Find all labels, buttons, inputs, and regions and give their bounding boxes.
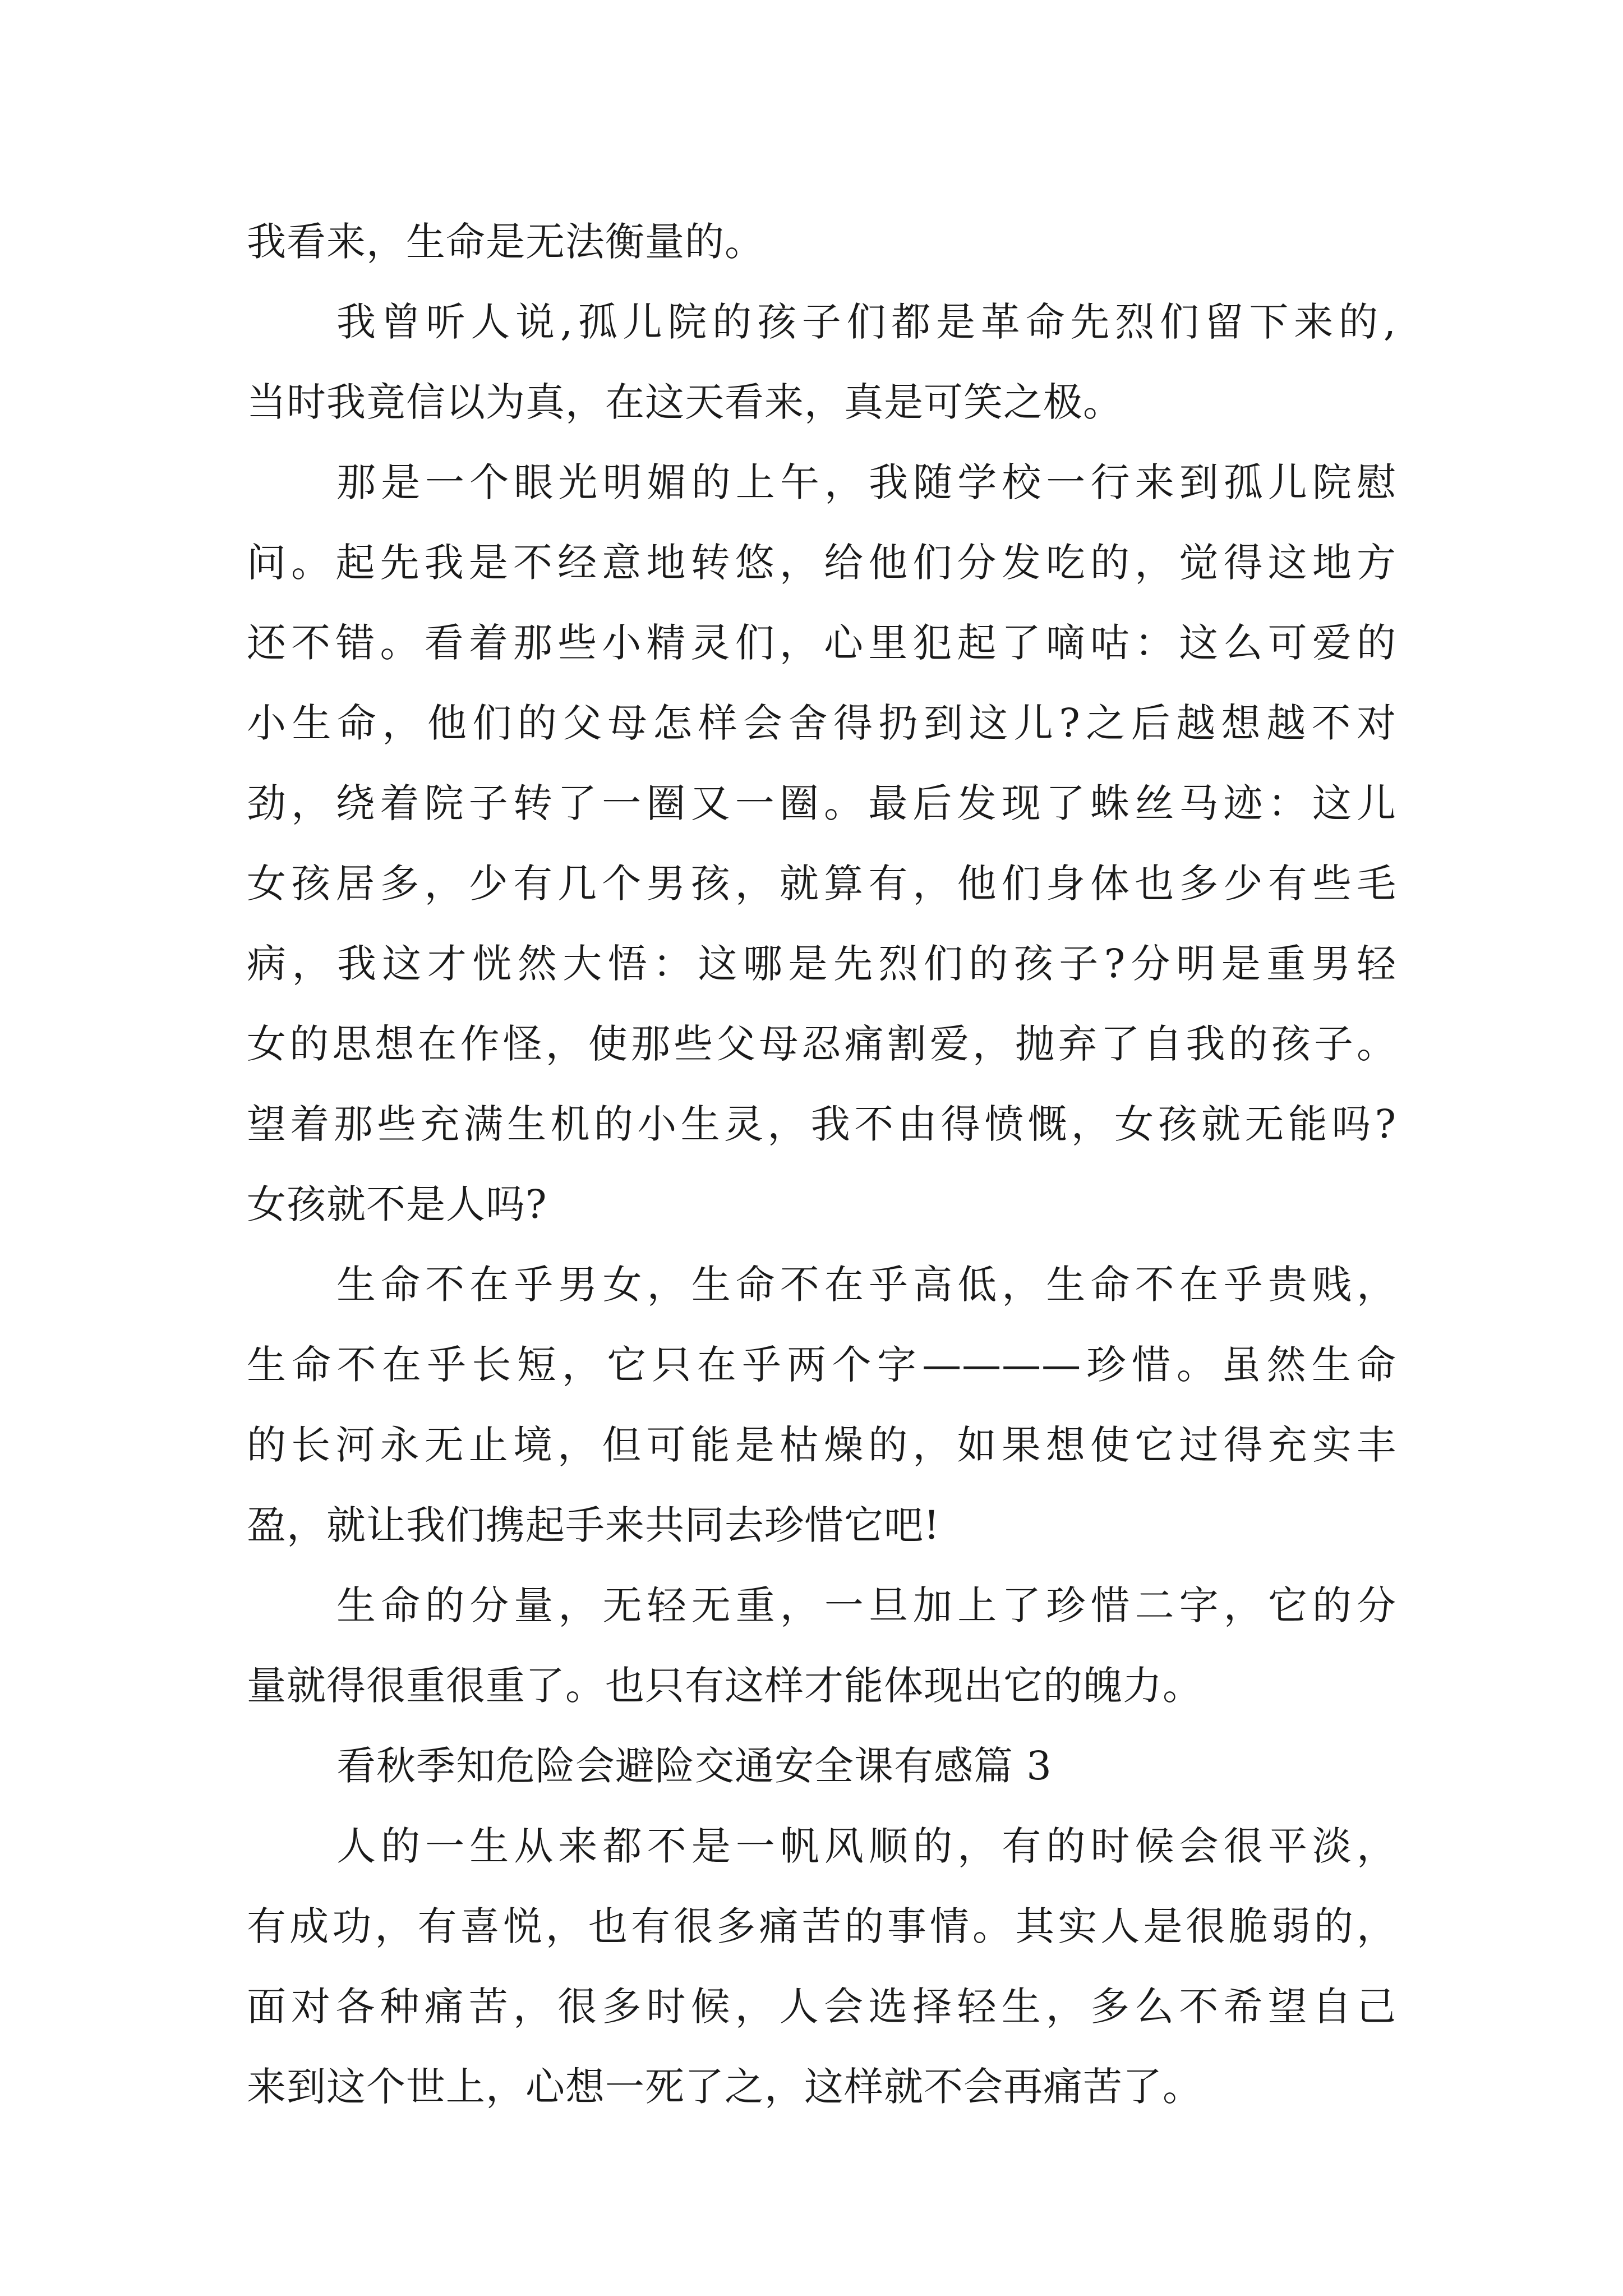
text-line: 的长河永无止境，但可能是枯燥的，如果想使它过得充实丰 xyxy=(247,1422,1396,1468)
text-line: 小生命，他们的父母怎样会舍得扔到这儿?之后越想越不对 xyxy=(247,700,1396,746)
text-line: 病，我这才恍然大悟：这哪是先烈们的孩子?分明是重男轻 xyxy=(247,941,1396,987)
document-body xyxy=(247,202,1396,2127)
text-line: 问。起先我是不经意地转悠，给他们分发吃的，觉得这地方 xyxy=(247,540,1396,586)
text-line: 那是一个眼光明媚的上午，我随学校一行来到孤儿院慰 xyxy=(336,459,1396,505)
text-line: 人的一生从来都不是一帆风顺的，有的时候会很平淡， xyxy=(336,1823,1396,1869)
text-line: 我看来，生命是无法衡量的。 xyxy=(247,219,764,265)
text-line: 量就得很重很重了。也只有这样才能体现出它的魄力。 xyxy=(247,1663,1202,1709)
text-line: 生命不在乎长短，它只在乎两个字————珍惜。虽然生命 xyxy=(247,1342,1396,1388)
text-line: 女孩就不是人吗? xyxy=(247,1181,547,1227)
text-line: 生命的分量，无轻无重，一旦加上了珍惜二字，它的分 xyxy=(336,1582,1396,1628)
text-line: 有成功，有喜悦，也有很多痛苦的事情。其实人是很脆弱的， xyxy=(247,1903,1396,1949)
section-heading: 看秋季知危险会避险交通安全课有感篇 3 xyxy=(336,1743,1052,1789)
text-line: 我曾听人说,孤儿院的孩子们都是革命先烈们留下来的, xyxy=(336,299,1396,345)
text-line: 女的思想在作怪，使那些父母忍痛割爱，抛弃了自我的孩子。 xyxy=(247,1021,1396,1067)
text-line: 当时我竟信以为真，在这天看来，真是可笑之极。 xyxy=(247,379,1123,425)
text-line: 盈，就让我们携起手来共同去珍惜它吧! xyxy=(247,1502,940,1548)
text-line: 还不错。看着那些小精灵们，心里犯起了嘀咕：这么可爱的 xyxy=(247,620,1396,666)
text-line: 劲，绕着院子转了一圈又一圈。最后发现了蛛丝马迹：这儿 xyxy=(247,780,1396,826)
text-line: 望着那些充满生机的小生灵，我不由得愤慨，女孩就无能吗? xyxy=(247,1101,1396,1147)
text-line: 女孩居多，少有几个男孩，就算有，他们身体也多少有些毛 xyxy=(247,861,1396,907)
text-line: 来到这个世上，心想一死了之，这样就不会再痛苦了。 xyxy=(247,2064,1202,2110)
text-line: 面对各种痛苦，很多时候，人会选择轻生，多么不希望自己 xyxy=(247,1984,1396,2030)
text-line: 生命不在乎男女，生命不在乎高低，生命不在乎贵贱， xyxy=(336,1262,1396,1308)
